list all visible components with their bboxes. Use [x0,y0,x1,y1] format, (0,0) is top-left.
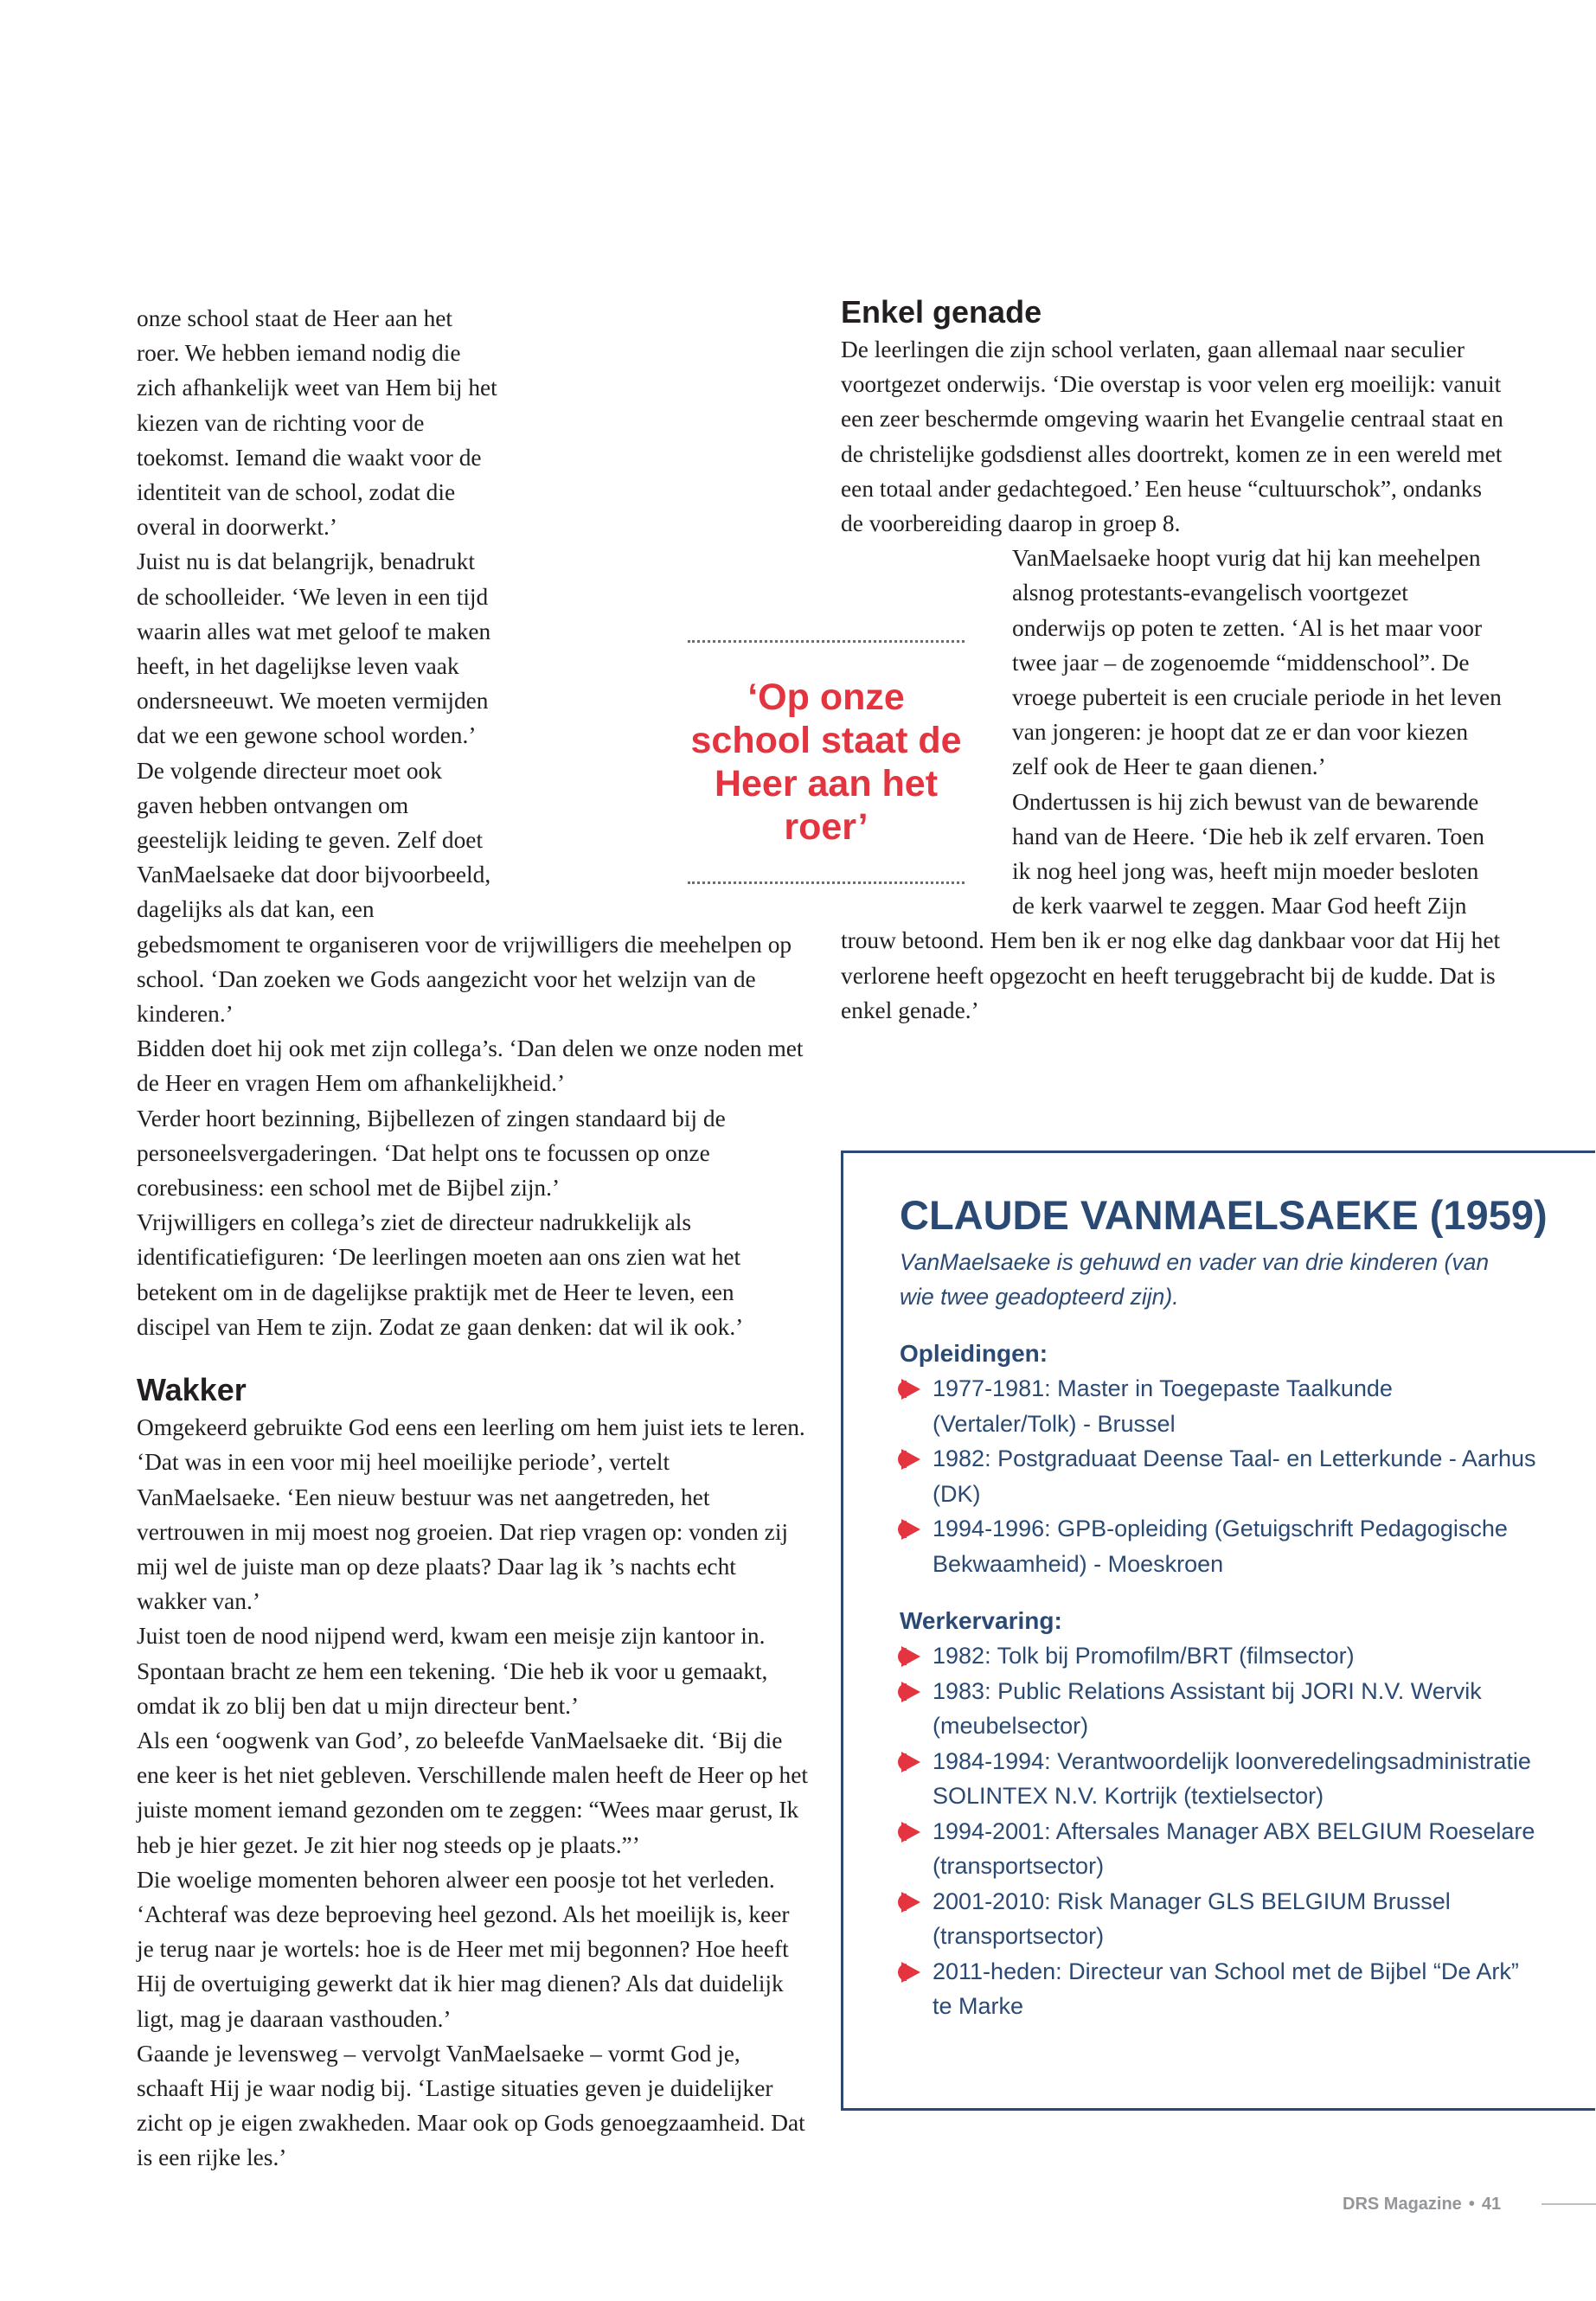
bio-name: CLAUDE VANMAELSAEKE (1959) [900,1192,1548,1238]
body-paragraph: Juist nu is dat belangrijk, benadrukt de schoolleider. ‘We leven in een tijd waarin alles wat met geloof te maken heeft, in het dagelijkse leven vaak ondersneeuwt. We moeten vermijden dat we een gewone school worden.’ [137,548,491,749]
list-item [900,1744,1538,1814]
list-item-text: 2001-2010: Risk Manager GLS BELGIUM Brussel (transportsector) [933,1888,1451,1949]
list-item-text: 1984-1994: Verantwoordelijk loonveredelingsadministratie SOLINTEX N.V. Kortrijk (textielsector) [933,1747,1531,1809]
body-paragraph: Ondertussen is hij zich bewust van de bewarende hand van de Heere. ‘Die heb ik zelf ervaren. Toen ik nog heel jong was, heeft mijn moeder besloten de kerk vaarwel te zeggen. Maar God heeft Zijn trouw betoond. Hem ben ik er nog elke dag dankbaar voor dat Hij het verlorene heeft opgezocht en heeft teruggebracht bij de kudde. Dat is enkel genade.’ [841,788,1501,1023]
body-paragraph: Omgekeerd gebruikte God eens een leerling om hem juist iets te leren. ‘Dat was in een voor mij heel moeilijke periode’, vertelt VanMaelsaeke. ‘Een nieuw bestuur was net aangetreden, het vertrouwen in mij moest nog groeien. Dat riep vragen op: vonden zij mij wel de juiste man op deze plaats? Daar lag ik ’s nachts echt wakker van.’ [137,1414,805,1615]
work-list [900,1638,1569,2024]
body-paragraph: VanMaelsaeke hoopt vurig dat hij kan meehelpen alsnog protestants-evangelisch voortgezet onderwijs op poten te zetten. ‘Al is het maar voor twee jaar – de zogenoemde “middenschool”. De vroege puberteit is een cruciale periode in het leven van jongeren: je hoopt dat ze er dan voor kiezen zelf ook de Heer te gaan dienen.’ [1012,545,1502,780]
list-item-text: 1994-1996: GPB-opleiding (Getuigschrift Pedagogische Bekwaamheid) - Moeskroen [933,1516,1508,1577]
body-paragraph: Gaande je levensweg – vervolgt VanMaelsaeke – vormt God je, schaaft Hij je waar nodig bij. ‘Lastige situaties geven je duidelijker zicht op je eigen zwakheden. Maar ook op Gods genoegzaamheid. Dat is een rijke les.’ [137,2040,805,2171]
footer-separator: • [1468,2195,1475,2214]
list-item-text: 1982: Tolk bij Promofilm/BRT (filmsector) [933,1643,1355,1669]
magazine-name: DRS Magazine [1343,2195,1462,2214]
body-paragraph: onze school staat de Heer aan het roer. We hebben iemand nodig die zich afhankelijk weet van Hem bij het kiezen van de richting voor de toekomst. Iemand die waakt voor de identiteit van de school, zodat die overal in doorwerkt.’ [137,305,497,541]
bio-subtitle: VanMaelsaeke is gehuwd en vader van drie kinderen (van wie twee geadopteerd zijn). [900,1249,1490,1310]
footer-rule [1542,2203,1596,2205]
list-item [900,1441,1538,1511]
list-item [900,1511,1538,1581]
bullet-icon [901,1822,920,1843]
body-paragraph: Juist toen de nood nijpend werd, kwam een meisje zijn kantoor in. Spontaan bracht ze hem een tekening. ‘Die heb ik voor u gemaakt, omdat ik zo blij ben dat u mijn directeur bent.’ [137,1623,768,1719]
education-label: Opleidingen: [900,1340,1048,1367]
bullet-icon [901,1682,920,1702]
list-item-text: 2011-heden: Directeur van School met de Bijbel “De Ark” te Marke [933,1958,1519,2019]
list-item [900,1638,1538,1674]
body-paragraph: Als een ‘oogwenk van God’, zo beleefde VanMaelsaeke dit. ‘Bij die ene keer is het niet gebleven. Verschillende malen heeft de Heer op het juiste moment iemand gezonden om te zeggen: “Wees maar gerust, Ik heb je hier gezet. Je zit hier nog steeds op je plaats.”’ [137,1727,808,1858]
body-paragraph: De volgende directeur moet ook gaven hebben ontvangen om geestelijk leiding te geven. Zelf doet VanMaelsaeke dat door bijvoorbeeld, dagelijks als dat kan, een gebedsmoment te organiseren voor de vrijwilligers die meehelpen op school. ‘Dan zoeken we Gods aangezicht voor het welzijn van de kinderen.’ [137,757,792,1028]
section-heading-enkel-genade: Enkel genade [841,294,1042,330]
bio-box [841,1150,1595,2111]
list-item-text: 1977-1981: Master in Toegepaste Taalkunde (Vertaler/Tolk) - Brussel [933,1375,1393,1437]
bullet-icon [901,1962,920,1983]
bullet-icon [901,1752,920,1772]
list-item-text: 1983: Public Relations Assistant bij JORI N.V. Wervik (meubelsector) [933,1677,1482,1739]
list-item [900,1371,1538,1441]
body-paragraph: De leerlingen die zijn school verlaten, gaan allemaal naar seculier voortgezet onderwijs. ‘Die overstap is voor velen erg moeilijk: vanuit een zeer beschermde omgeving waarin het Evangelie centraal staat en de christelijke godsdienst alles doortrekt, komen ze in een wereld met een totaal ander gedachtegoed.’ Een heuse “cultuurschok”, ondanks de voorbereiding daarop in groep 8. [841,336,1503,537]
bullet-icon [901,1519,920,1540]
pull-quote: ‘Op onze school staat de Heer aan het roer’ [688,640,965,884]
bullet-icon [901,1379,920,1400]
body-paragraph: Verder hoort bezinning, Bijbellezen of zingen standaard bij de personeelsvergaderingen. ‘Dat helpt ons te focussen op onze corebusiness: een school met de Bijbel zijn.’ [137,1105,726,1202]
list-item [900,1814,1538,1884]
page-number: 41 [1481,2195,1502,2214]
body-paragraph: Die woelige momenten behoren alweer een poosje tot het verleden. ‘Achteraf was deze beproeving heel gezond. Als het moeilijk is, keer je terug naar je wortels: hoe is de Heer met mij begonnen? Hoe heeft Hij de overtuiging gewerkt dat ik hier mag dienen? Als dat duidelijk ligt, mag je daaraan vasthouden.’ [137,1866,790,2032]
list-item [900,1884,1538,1954]
list-item [900,1674,1538,1744]
body-paragraph: Vrijwilligers en collega’s ziet de directeur nadrukkelijk als identificatiefiguren: ‘De leerlingen moeten aan ons zien wat het betekent om in de dagelijkse praktijk met de Heer te leven, een discipel van Hem te zijn. Zodat ze gaan denken: dat wil ik ook.’ [137,1209,744,1340]
section-heading-wakker: Wakker [137,1372,247,1408]
list-item-text: 1982: Postgraduaat Deense Taal- en Letterkunde - Aarhus (DK) [933,1445,1536,1507]
education-list [900,1371,1569,1581]
list-item-text: 1994-2001: Aftersales Manager ABX BELGIUM Roeselare (transportsector) [933,1817,1535,1879]
bullet-icon [901,1646,920,1667]
bullet-icon [901,1892,920,1913]
body-paragraph: Bidden doet hij ook met zijn collega’s. ‘Dan delen we onze noden met de Heer en vragen Hem om afhankelijkheid.’ [137,1035,804,1097]
bullet-icon [901,1449,920,1470]
list-item [900,1954,1538,2024]
left-column [137,301,811,2176]
work-label: Werkervaring: [900,1607,1062,1634]
